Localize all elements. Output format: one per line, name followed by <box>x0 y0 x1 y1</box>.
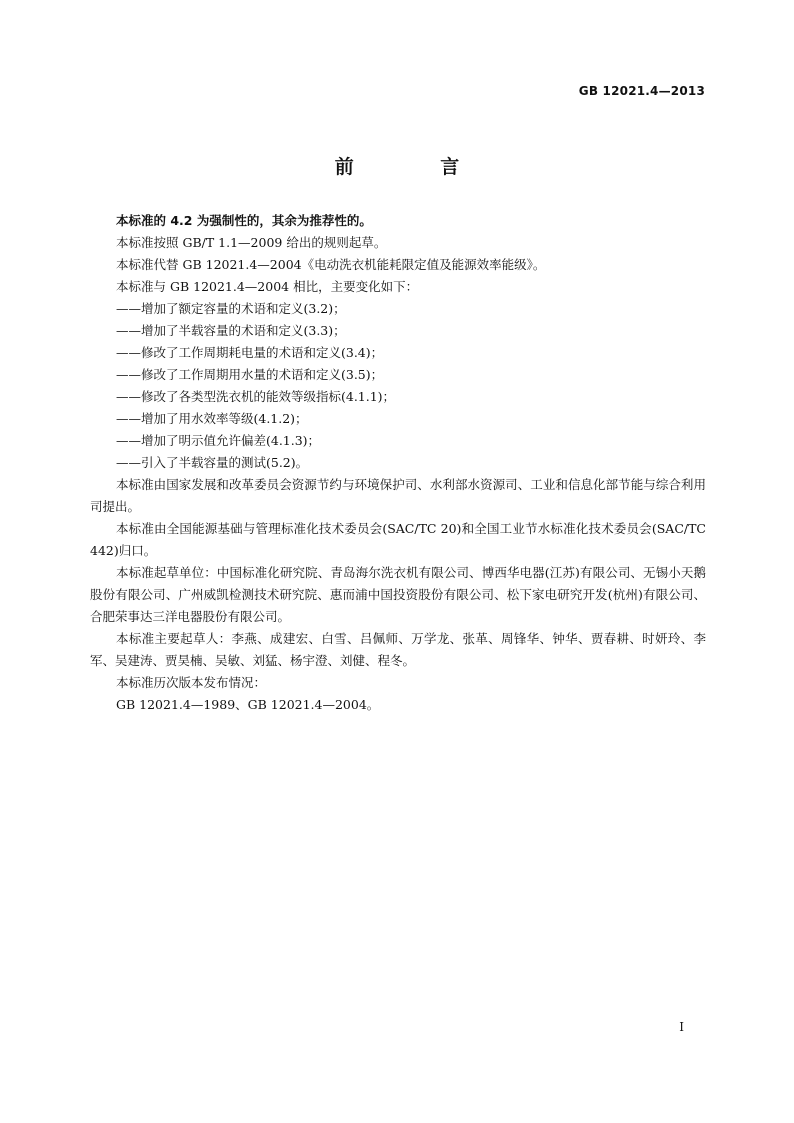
list-item-change: ——修改了各类型洗衣机的能效等级指标(4.1.1)； <box>116 389 396 404</box>
paragraph-drafting-rules: 本标准按照 GB/T 1.1—2009 给出的规则起草。 <box>116 235 387 250</box>
page-title: 前 言 <box>334 156 500 178</box>
standard-code: GB 12021.4—2013 <box>578 84 705 98</box>
list-item-change: ——增加了明示值允许偏差(4.1.3)； <box>116 433 321 448</box>
list-item-change: ——增加了用水效率等级(4.1.2)； <box>116 411 308 426</box>
list-item-change: ——修改了工作周期用水量的术语和定义(3.5)； <box>116 367 384 382</box>
paragraph-replaces: 本标准代替 GB 12021.4—2004《电动洗衣机能耗限定值及能源效率能级》。 <box>116 257 546 272</box>
paragraph-drafters: 本标准主要起草人：李燕、成建宏、白雪、吕佩师、万学龙、张革、周锋华、钟华、贾春耕、时妍玲、李军、吴建涛、贾昊楠、吴敏、刘猛、杨宇澄、刘健、程冬。 <box>90 631 706 668</box>
paragraph-centralized-by: 本标准由全国能源基础与管理标准化技术委员会(SAC/TC 20)和全国工业节水标准化技术委员会(SAC/TC 442)归口。 <box>90 521 706 558</box>
paragraph-changes-intro: 本标准与 GB 12021.4—2004 相比，主要变化如下： <box>116 279 419 294</box>
paragraph-mandatory-clause: 本标准的 4.2 为强制性的，其余为推荐性的。 <box>116 213 372 228</box>
list-item-change: ——引入了半载容量的测试(5.2)。 <box>116 455 309 470</box>
list-item-change: ——增加了额定容量的术语和定义(3.2)； <box>116 301 346 316</box>
foreword-body <box>90 210 706 716</box>
paragraph-history-versions: GB 12021.4—1989、GB 12021.4—2004。 <box>116 697 380 712</box>
page-number: I <box>679 1020 684 1034</box>
list-item-change: ——增加了半载容量的术语和定义(3.3)； <box>116 323 346 338</box>
paragraph-history-intro: 本标准历次版本发布情况： <box>116 675 267 690</box>
paragraph-drafting-units: 本标准起草单位：中国标准化研究院、青岛海尔洗衣机有限公司、博西华电器(江苏)有限公司、无锡小天鹅股份有限公司、广州威凯检测技术研究院、惠而浦中国投资股份有限公司、松下家电研究开发(杭州)有限公司、合肥荣事达三洋电器股份有限公司。 <box>90 565 706 624</box>
paragraph-proposed-by: 本标准由国家发展和改革委员会资源节约与环境保护司、水利部水资源司、工业和信息化部节能与综合利用司提出。 <box>90 477 706 514</box>
list-item-change: ——修改了工作周期耗电量的术语和定义(3.4)； <box>116 345 384 360</box>
